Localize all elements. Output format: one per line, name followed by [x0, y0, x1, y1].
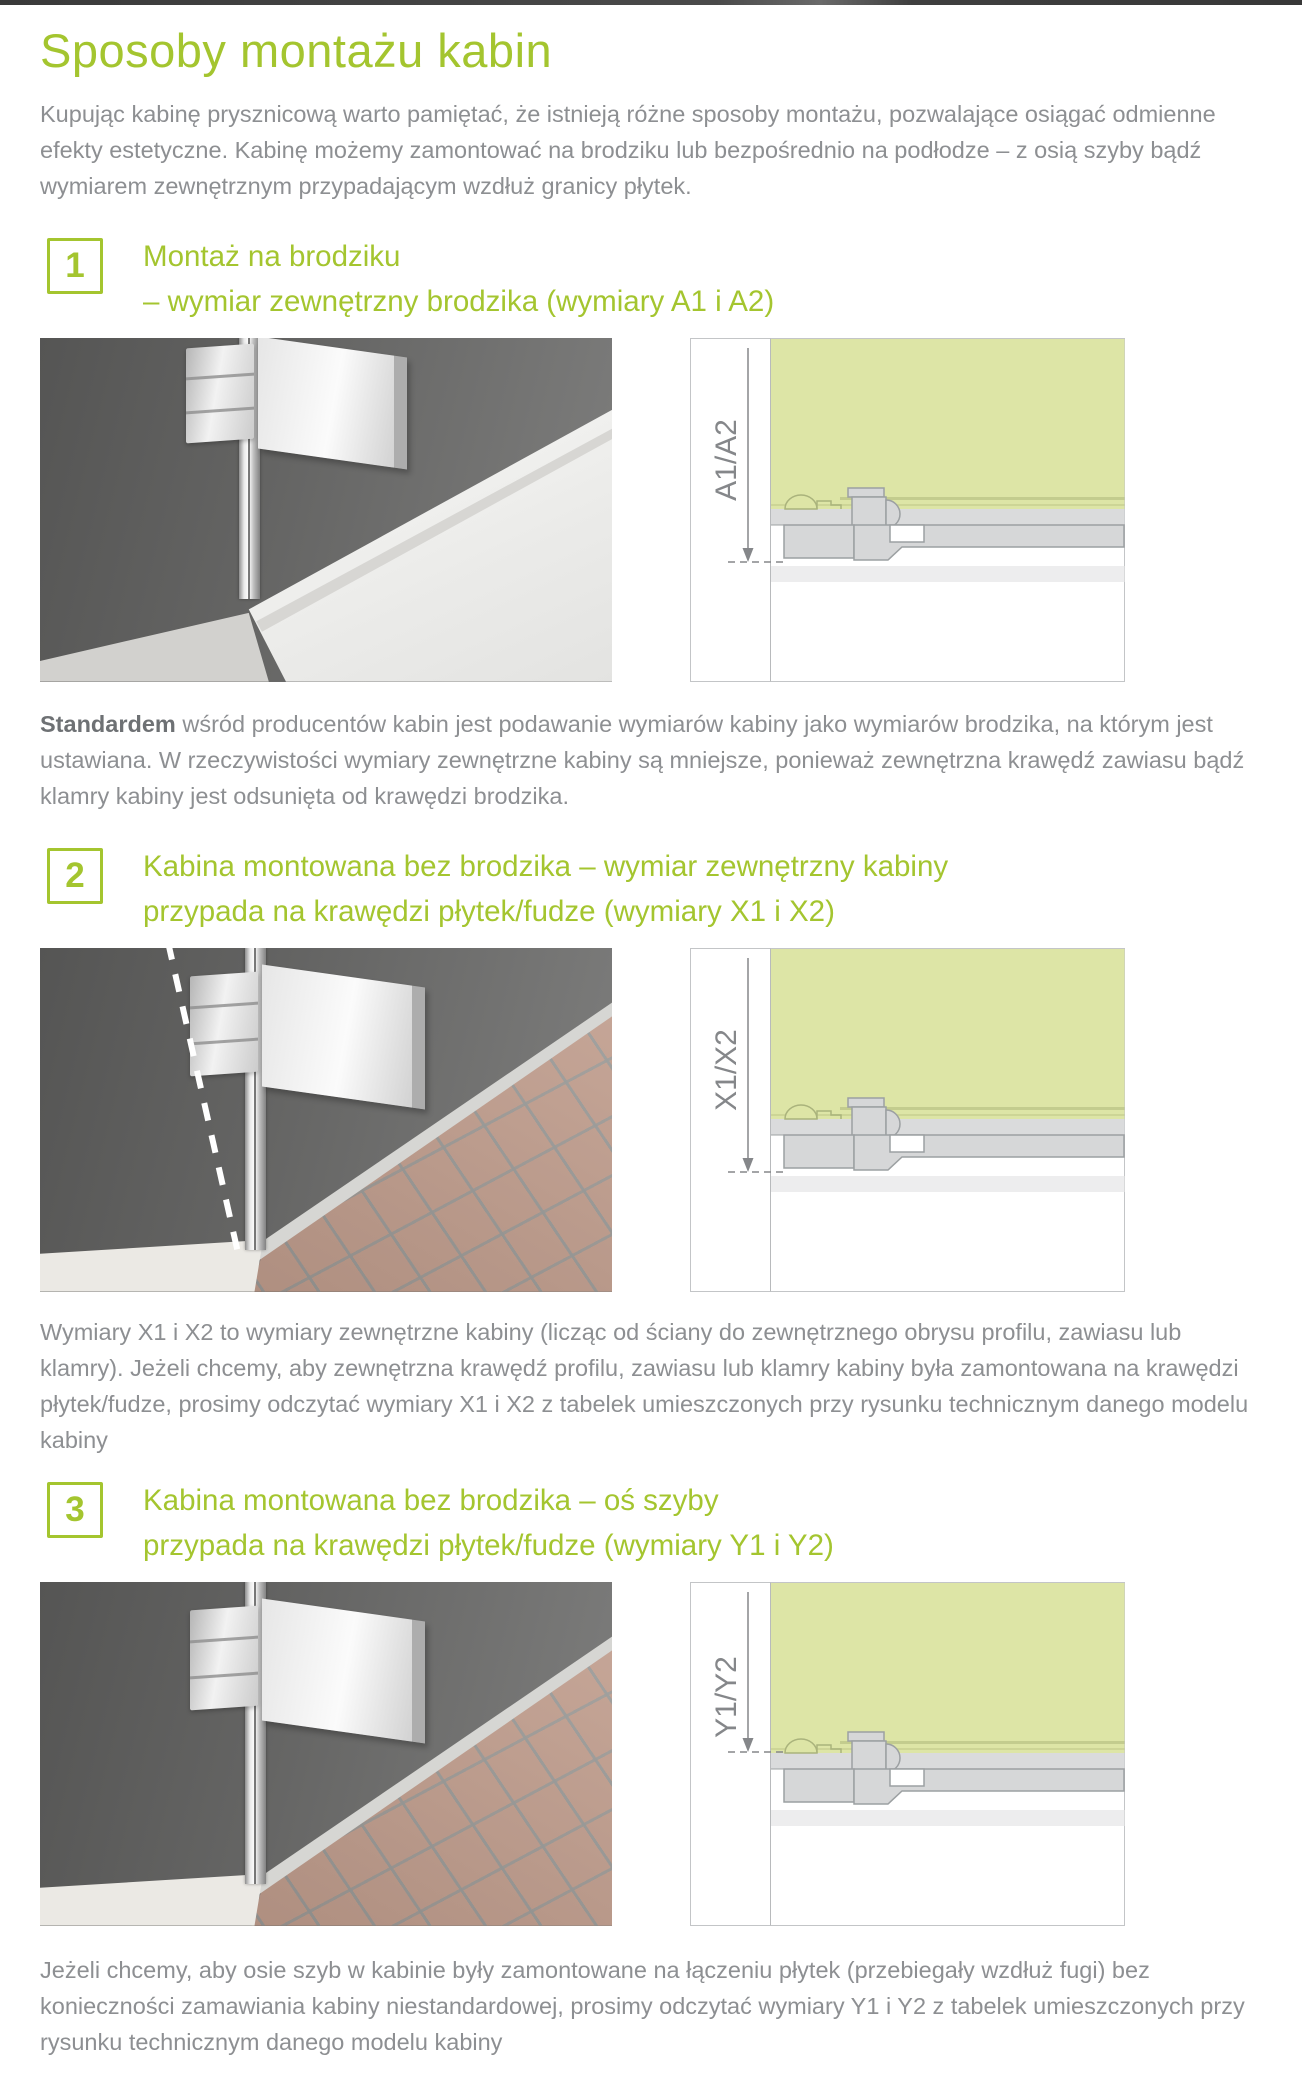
section-number: 3 [65, 1490, 85, 1530]
section-number: 1 [65, 246, 85, 286]
section-heading-line2: przypada na krawędzi płytek/fudze (wymiary X1 i X2) [143, 894, 835, 928]
section-heading-line2: – wymiar zewnętrzny brodzika (wymiary A1 i A2) [143, 284, 775, 318]
shower-tray-hinge-photo [40, 338, 612, 682]
intro-paragraph: Kupując kabinę prysznicową warto pamiętać, że istnieją różne sposoby montażu, pozwalające osiągać odmienne efekty estetyczne. Kabinę możemy zamontować na brodziku lub bezpośrednio na podłodze – z osią szyby bądź wymiarem zewnętrznym przypadającym wzdłuż granicy płytek. [40, 100, 1216, 199]
dimension-label-a1a2: A1/A2 [710, 418, 743, 501]
tiled-floor-hinge-photo-dashed [40, 948, 612, 1292]
section-3-media-row [40, 1582, 1257, 1926]
door-hinge [186, 343, 254, 443]
section-1-heading [143, 234, 774, 324]
section-2-media-row [40, 948, 1257, 1292]
page-title: Sposoby montażu kabin [40, 24, 553, 77]
dimension-label-y1y2: Y1/Y2 [710, 1655, 743, 1738]
section-heading-line1: Kabina montowana bez brodzika – oś szyby [143, 1483, 719, 1517]
note-text: wśród producentów kabin jest podawanie wymiarów kabiny jako wymiarów brodzika, na którym jest ustawiana. W rzeczywistości wymiary zewnętrzne kabiny są mniejsze, ponieważ zewnętrzna krawędź zawiasu bądź klamry kabiny jest odsunięta od krawędzi brodzika. [40, 710, 1245, 809]
note-text: Wymiary X1 i X2 to wymiary zewnętrzne kabiny (licząc od ściany do zewnętrznego obrysu profilu, zawiasu lub klamry). Jeżeli chcemy, aby zewnętrzna krawędź profilu, zawiasu lub klamry kabiny była zamontowana na krawędzi płytek/fudze, prosimy odczytać wymiary X1 i X2 z tabelek umieszczonych przy rysunku technicznym danego modelu kabiny [40, 1318, 1249, 1453]
dimension-label-x1x2: X1/X2 [710, 1028, 743, 1111]
media-gap [612, 948, 690, 1292]
note-lead-bold: Standardem [40, 710, 176, 737]
section-heading-line1: Montaż na brodziku [143, 239, 401, 273]
section-2-number-badge [47, 848, 103, 904]
media-gap [612, 338, 690, 682]
section-2-header [40, 844, 1257, 934]
door-hinge [190, 1605, 258, 1710]
section-1-header [40, 234, 1257, 324]
section-1-note [40, 706, 1255, 814]
section-3-number-badge [47, 1482, 103, 1538]
mounting-diagram-y1y2 [690, 1582, 1125, 1926]
section-heading-line1: Kabina montowana bez brodzika – wymiar zewnętrzny kabiny [143, 849, 949, 883]
section-heading-line2: przypada na krawędzi płytek/fudze (wymiary Y1 i Y2) [143, 1528, 834, 1562]
note-text: Jeżeli chcemy, aby osie szyb w kabinie były zamontowane na łączeniu płytek (przebiegały wzdłuż fugi) bez konieczności zamawiania kabiny niestandardowej, prosimy odczytać wymiary Y1 i Y2 z tabelek umieszczonych przy rysunku technicznym danego modelu kabiny [40, 1956, 1245, 2055]
media-gap [612, 1582, 690, 1926]
section-2-heading [143, 844, 948, 934]
mounting-diagram-a1a2 [690, 338, 1125, 682]
section-1-number-badge [47, 238, 103, 294]
section-1-media-row [40, 338, 1257, 682]
section-2-note [40, 1314, 1255, 1458]
hinge-wall-bracket [262, 1598, 425, 1743]
hinge-wall-bracket [258, 338, 407, 469]
section-3-heading [143, 1478, 834, 1568]
section-3-header [40, 1478, 1257, 1568]
catalog-page [0, 5, 1302, 2090]
outer-edge-dashed-line [40, 948, 612, 1292]
mounting-diagram-x1x2 [690, 948, 1125, 1292]
tiled-floor-hinge-photo [40, 1582, 612, 1926]
section-number: 2 [65, 856, 85, 896]
section-3-note [40, 1952, 1255, 2060]
